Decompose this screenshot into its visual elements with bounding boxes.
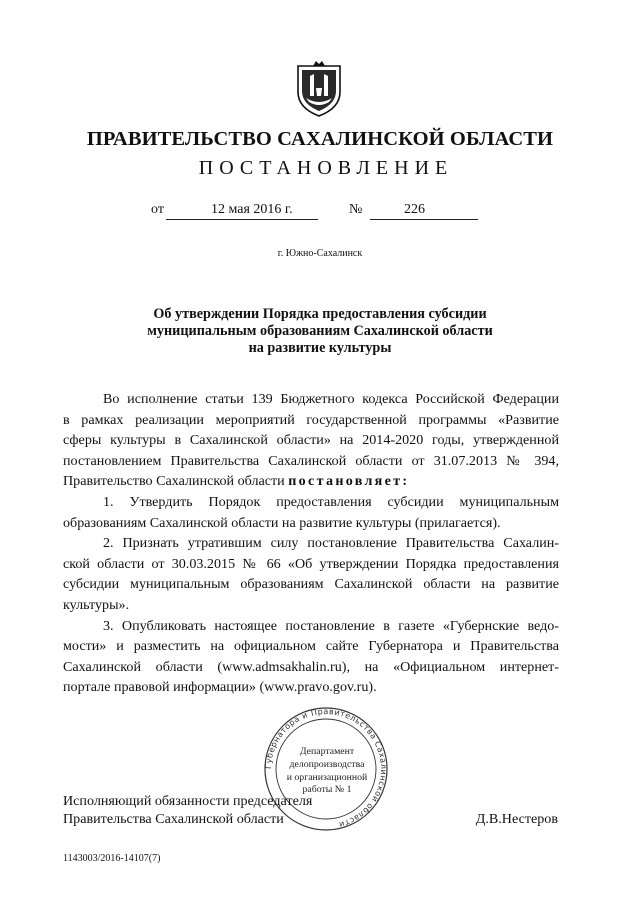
item-2-line: культуры». [63,596,130,613]
stamp-inner-text [282,746,372,797]
coat-of-arms-emblem [292,58,346,118]
item-2-line: субсидии муниципальным образованиям Сахалинской области на развитие [63,576,559,593]
organization-title: ПРАВИТЕЛЬСТВО САХАЛИНСКОЙ ОБЛАСТИ [86,128,554,150]
subject-line: муниципальным образованиям Сахалинской области [147,323,493,339]
signatory-name: Д.В.Нестеров [475,811,558,827]
stamp-line: работы № 1 [302,784,352,796]
signatory-title [63,793,312,828]
body-line [63,471,559,492]
signatory-line: Правительства Сахалинской области [63,810,284,827]
body-line: Во исполнение статьи 139 Бюджетного кодекса Российской Федерации [103,391,559,407]
document-body [63,389,559,698]
item-1-line: 1. Утвердить Порядок предоставления субсидии муниципальным [103,493,559,510]
body-line: постановлением Правительства Сахалинской области от 31.07.2013 № 394, [63,452,559,469]
date-prefix: от [151,202,164,217]
document-number: 226 [404,202,425,217]
stamp-ring-text: Губернатора и Правительства Сахалинской области [263,706,389,830]
item-3-line: 3. Опубликовать настоящее постановление в газете «Губернские ведо- [103,617,559,634]
number-underline [370,219,478,220]
document-type: ПОСТАНОВЛЕНИЕ [198,157,454,179]
city-name: г. Южно-Сахалинск [277,248,363,259]
number-label: № [349,202,363,217]
item-3-line: мости» и разместить на официальном сайте Губернатора и Правительства [63,638,559,655]
item-1-line: образованиям Сахалинской области на развитие культуры (прилагается). [63,514,501,531]
subject-line: на развитие культуры [248,340,392,356]
signatory-line: Исполняющий обязанности председателя [63,793,313,809]
item-2-line: 2. Признать утратившим силу постановление Правительства Сахалин- [103,535,559,552]
document-code: 1143003/2016-14107(7) [63,853,161,864]
resolves-word: постановляет: [288,473,410,490]
item-3-line: портале правовой информации» (www.pravo.gov.ru). [63,679,377,696]
item-2-line: ской области от 30.03.2015 № 66 «Об утверждении Порядка предоставления [63,555,559,572]
stamp-line: и организационной [286,771,368,783]
stamp-line: делопроизводства [289,758,365,770]
body-line: в рамках реализации мероприятий государственной программы «Развитие [63,411,559,428]
document-subject [100,306,540,357]
item-3-line: Сахалинской области (www.admsakhalin.ru), на «Официальном интернет- [63,658,559,675]
document-date: 12 мая 2016 г. [211,202,293,217]
stamp-line: Департамент [299,746,355,757]
body-line: сферы культуры в Сахалинской области» на 2014-2020 годы, утвержденной [63,432,559,449]
body-line-text: Правительство Сахалинской области [63,473,289,490]
date-underline [166,219,318,220]
subject-line: Об утверждении Порядка предоставления субсидии [153,306,487,322]
